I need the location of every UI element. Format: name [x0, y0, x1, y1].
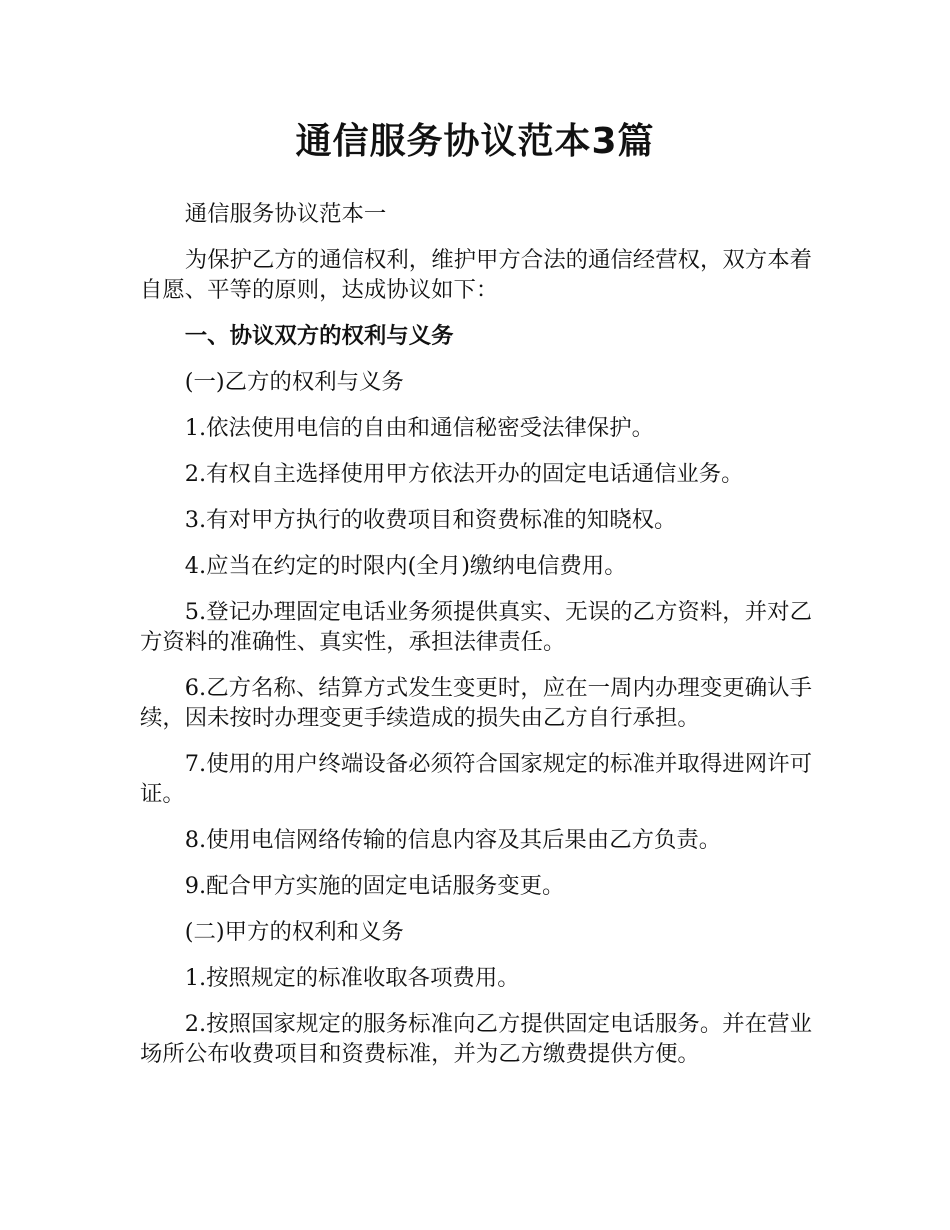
paragraph: 8.使用电信网络传输的信息内容及其后果由乙方负责。 — [184, 827, 722, 853]
subsection-heading: (二)甲方的权利和义务 — [184, 919, 404, 945]
paragraph: 4.应当在约定的时限内(全月)缴纳电信费用。 — [184, 553, 627, 579]
paragraph: 9.配合甲方实施的固定电话服务变更。 — [184, 873, 565, 899]
paragraph: 2.按照国家规定的服务标准向乙方提供固定电话服务。并在营业场所公布收费项目和资费标准，并为乙方缴费提供方便。 — [140, 1011, 812, 1067]
subsection-heading: (一)乙方的权利与义务 — [184, 369, 404, 395]
paragraph: 7.使用的用户终端设备必须符合国家规定的标准并取得进网许可证。 — [140, 751, 812, 807]
paragraph-subtitle: 通信服务协议范本一 — [184, 201, 387, 227]
document-body — [140, 199, 812, 1085]
paragraph: 6.乙方名称、结算方式发生变更时，应在一周内办理变更确认手续，因未按时办理变更手续造成的损失由乙方自行承担。 — [140, 675, 812, 731]
document-title: 通信服务协议范本3篇 — [295, 121, 655, 162]
paragraph: 1.依法使用电信的自由和通信秘密受法律保护。 — [184, 415, 654, 441]
paragraph-preamble: 为保护乙方的通信权利，维护甲方合法的通信经营权，双方本着自愿、平等的原则，达成协议如下： — [140, 247, 812, 303]
paragraph: 3.有对甲方执行的收费项目和资费标准的知晓权。 — [184, 507, 677, 533]
paragraph: 2.有权自主选择使用甲方依法开办的固定电话通信业务。 — [184, 461, 744, 487]
section-heading: 一、协议双方的权利与义务 — [184, 323, 454, 349]
paragraph: 5.登记办理固定电话业务须提供真实、无误的乙方资料，并对乙方资料的准确性、真实性，承担法律责任。 — [140, 599, 812, 655]
paragraph: 1.按照规定的标准收取各项费用。 — [184, 965, 520, 991]
